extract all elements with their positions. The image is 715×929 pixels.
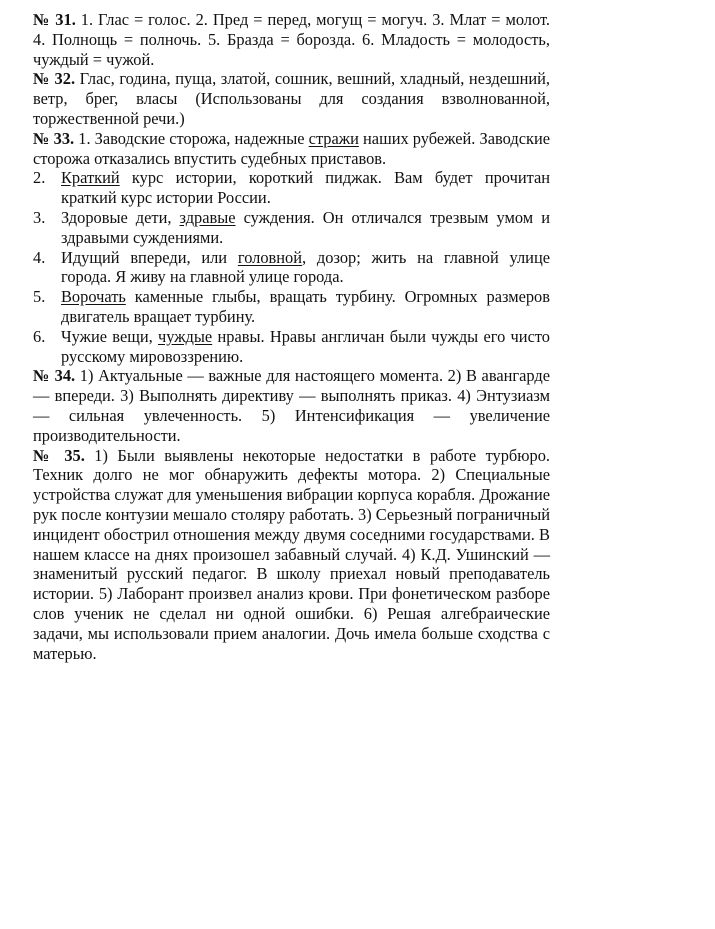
exercise-text: наших рубежей. Заводские сторожа отказались впустить судебных приставов. [33,128,550,168]
text-after: курс истории, короткий пиджак. Вам будет прочитан краткий курс истории России. [61,168,550,208]
text-after: , дозор; жить на главной улице города. Я живу на главной улице города. [61,247,550,287]
exercise-32 [33,69,550,128]
text-after: суждения. Он отличался трезвым умом и здравыми суждениями. [61,207,550,247]
list-item-number: 6. [33,326,46,346]
exercise-text: 1. Заводские сторожа, надежные [74,128,309,148]
underlined-word: здравые [179,207,236,227]
list-item [33,168,550,208]
list-item-number: 4. [33,247,46,267]
list-item [33,287,550,327]
list-item-text [61,287,550,327]
exercise-number: № 32. [33,69,76,89]
exercise-31 [33,10,550,69]
text-before: Чужие вещи, [61,326,158,346]
exercise-35 [33,446,550,664]
list-item-number: 3. [33,207,46,227]
list-item [33,248,550,288]
list-item-text [61,208,550,248]
exercise-text: Глас, година, пуща, златой, сошник, вешний, хладный, нездешний, ветр, брег, власы (Использованы для создания взволнованной, торжественной речи.) [33,69,551,128]
list-item [33,208,550,248]
list-item-number: 5. [33,287,46,307]
exercise-33 [33,129,550,169]
text-after: каменные глыбы, вращать турбину. Огромных размеров двигатель вращает турбину. [61,287,550,326]
text-after: нравы. Нравы англичан были чужды его чисто русскому мировоззрению. [61,326,550,366]
text-before: Идущий впереди, или [61,247,238,267]
exercise-number: № 35. [33,445,85,465]
list-item-text [61,168,550,208]
exercise-34 [33,366,550,445]
list-item-number: 2. [33,168,46,188]
underlined-word: стражи [308,128,359,148]
exercise-number: № 33. [33,128,75,148]
exercise-text: 1) Были выявлены некоторые недостатки в работе турбюро. Техник долго не мог обнаружить дефекты мотора. 2) Специальные устройства служат для уменьшения вибрации корпуса корабля. Дрожание рук после контузии мешало столяру работать. 3) Серьезный пограничный инцидент обострил отношения между двумя соседними государствами. В нашем классе на днях произошел забавный случай. 4) К.Д. Ушинский — знаменитый русский педагог. В школу приехал новый преподаватель истории. 5) Лаборант произвел анализ крови. При фонетическом разборе слов ученик не сделал ни одной ошибки. 6) Решая алгебраические задачи, мы использовали прием аналогии. Дочь имела больше сходства с матерью. [33,445,550,663]
list-item [33,327,550,367]
list-item-text [61,327,550,367]
list-item-text [61,248,550,288]
underlined-word: головной [237,247,303,267]
underlined-word: Ворочать [61,287,126,307]
exercise-number: № 34. [33,366,76,386]
text-before: Здоровые дети, [61,207,180,227]
underlined-word: Краткий [61,168,120,188]
exercise-text: 1) Актуальные — важные для настоящего момента. 2) В авангарде — впереди. 3) Выполнять директиву — выполнять приказ. 4) Энтузиазм — сильная увлеченность. 5) Интенсификация — увеличение производительности. [33,366,550,445]
exercise-text: 1. Глас = голос. 2. Пред = перед, могущ = могуч. 3. Млат = молот. 4. Полнощь = полночь. 5. Бразда = борозда. 6. Младость = молодость, чуждый = чужой. [33,10,550,69]
exercise-number: № 31. [33,10,76,29]
document-page [33,10,550,663]
underlined-word: чуждые [158,326,213,346]
